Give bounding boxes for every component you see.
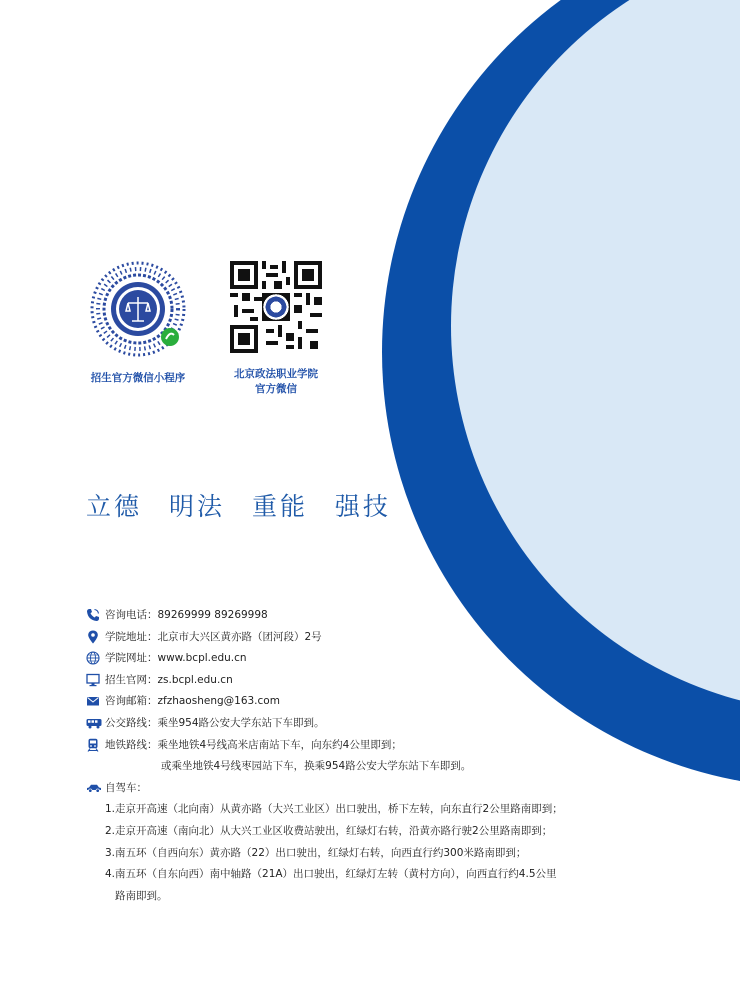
subway-icon	[86, 738, 100, 752]
bus-icon	[86, 716, 102, 730]
drive-step	[86, 865, 606, 887]
contact-text: 咨询邮箱：zfzhaosheng@163.com	[105, 695, 280, 708]
contact-text: 学院地址：北京市大兴区黄亦路（团河段）2号	[105, 630, 322, 643]
monitor-icon	[86, 673, 100, 687]
drive-step-text: 路南即到。	[115, 889, 168, 902]
contact-row-phone	[86, 606, 606, 628]
contact-row-drive	[86, 779, 606, 801]
slogan-word: 重能	[251, 492, 308, 521]
drive-step-cont	[86, 887, 606, 909]
drive-step	[86, 844, 606, 866]
contact-info	[86, 606, 606, 908]
mini-program-code	[90, 261, 186, 357]
slogan	[86, 487, 407, 523]
contact-row-website	[86, 649, 606, 671]
contact-row-subway-cont	[86, 757, 606, 779]
drive-step-text: 4.南五环（自东向西）南中轴路（21A）出口驶出，红绿灯左转（黄村方向），向西直行约4.5公里	[105, 868, 557, 881]
contact-row-email	[86, 692, 606, 714]
contact-text: 地铁路线：乘坐地铁4号线高米店南站下车，向东约4公里即到；	[105, 738, 402, 751]
contact-text: 咨询电话：89269999 89269998	[105, 609, 268, 621]
drive-step-text: 2.走京开高速（南向北）从大兴工业区收费站驶出，红绿灯右转，沿黄亦路行驶2公里路南即到；	[105, 824, 553, 837]
contact-text: 公交路线：乘坐954路公安大学东站下车即到。	[105, 716, 325, 729]
envelope-icon	[86, 694, 100, 708]
slogan-word: 强技	[334, 492, 391, 521]
phone-icon	[86, 608, 100, 622]
slogan-word: 立德	[86, 492, 143, 521]
location-pin-icon	[86, 630, 100, 644]
contact-row-admissions-site	[86, 671, 606, 693]
contact-row-address	[86, 628, 606, 650]
drive-step-text: 1.走京开高速（北向南）从黄亦路（大兴工业区）出口驶出，桥下左转，向东直行2公里路南即到；	[105, 803, 563, 816]
car-icon	[86, 781, 102, 795]
contact-row-subway	[86, 736, 606, 758]
wechat-qr-block	[214, 261, 338, 397]
contact-text: 或乘坐地铁4号线枣园站下车，换乘954路公安大学东站下车即到。	[161, 760, 472, 773]
wechat-caption-line-2: 官方微信	[255, 383, 297, 395]
globe-icon	[86, 651, 100, 665]
mini-program-qr-block	[78, 261, 198, 386]
wechat-caption-line-1: 北京政法职业学院	[234, 368, 318, 380]
mini-program-caption: 招生官方微信小程序	[90, 372, 186, 384]
contact-text: 学院网址：www.bcpl.edu.cn	[105, 652, 247, 665]
drive-step	[86, 800, 606, 822]
contact-row-bus	[86, 714, 606, 736]
wechat-qr-code	[230, 261, 322, 353]
drive-step-text: 3.南五环（自西向东）黄亦路（22）出口驶出，红绿灯右转，向西直行约300米路南即到；	[105, 846, 527, 859]
contact-text: 招生官网：zs.bcpl.edu.cn	[105, 673, 233, 686]
slogan-word: 明法	[168, 492, 225, 521]
drive-label: 自驾车：	[105, 781, 147, 794]
drive-step	[86, 822, 606, 844]
